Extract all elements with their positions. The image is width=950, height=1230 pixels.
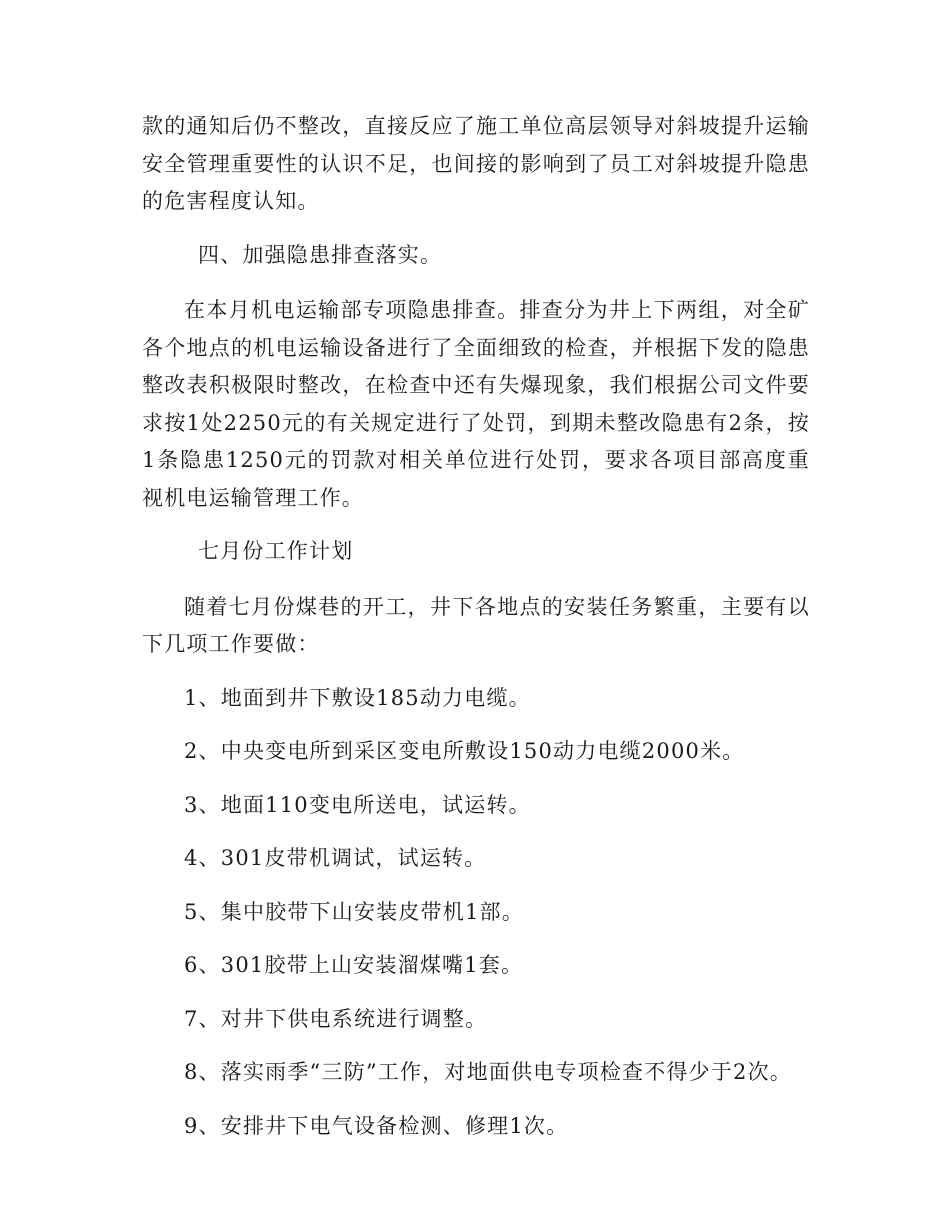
list-item-9: 9、安排井下电气设备检测、修理1次。 [184, 1113, 569, 1138]
list-item-2: 2、中央变电所到采区变电所敷设150动力电缆2000米。 [184, 739, 745, 763]
list-item-3: 3、地面110变电所送电，试运转。 [184, 792, 531, 817]
paragraph-july-intro: 随着七月份煤巷的开工，井下各地点的安装任务繁重，主要有以下几项工作要做： [142, 594, 810, 656]
list-item-6: 6、301胶带上山安装溜煤嘴1套。 [184, 953, 524, 977]
list-item-5: 5、集中胶带下山安装皮带机1部。 [184, 899, 524, 924]
section-heading-july-plan: 七月份工作计划 [198, 539, 354, 563]
section-heading-four: 四、加强隐患排查落实。 [198, 242, 443, 267]
list-item-4: 4、301皮带机调试，试运转。 [184, 846, 487, 870]
list-item-7: 7、对井下供电系统进行调整。 [184, 1006, 488, 1031]
list-item-1: 1、地面到井下敷设185动力电缆。 [184, 685, 531, 710]
paragraph-hazard-inspection: 在本月机电运输部专项隐患排查。排查分为井上下两组，对全矿各个地点的机电运输设备进行了全面细致的检查，并根据下发的隐患整改表积极限时整改，在检查中还有失爆现象，我们根据公司文件要求按1处2250元的有关规定进行了处罚，到期未整改隐患有2条，按1条隐患1250元的罚款对相关单位进行处罚，要求各项目部高度重视机电运输管理工作。 [142, 298, 810, 510]
list-item-8: 8、落实雨季“三防”工作，对地面供电专项检查不得少于2次。 [184, 1060, 792, 1084]
paragraph-continuation: 款的通知后仍不整改，直接反应了施工单位高层领导对斜坡提升运输安全管理重要性的认识不足，也间接的影响到了员工对斜坡提升隐患的危害程度认知。 [142, 114, 810, 213]
document-body [142, 108, 810, 1161]
